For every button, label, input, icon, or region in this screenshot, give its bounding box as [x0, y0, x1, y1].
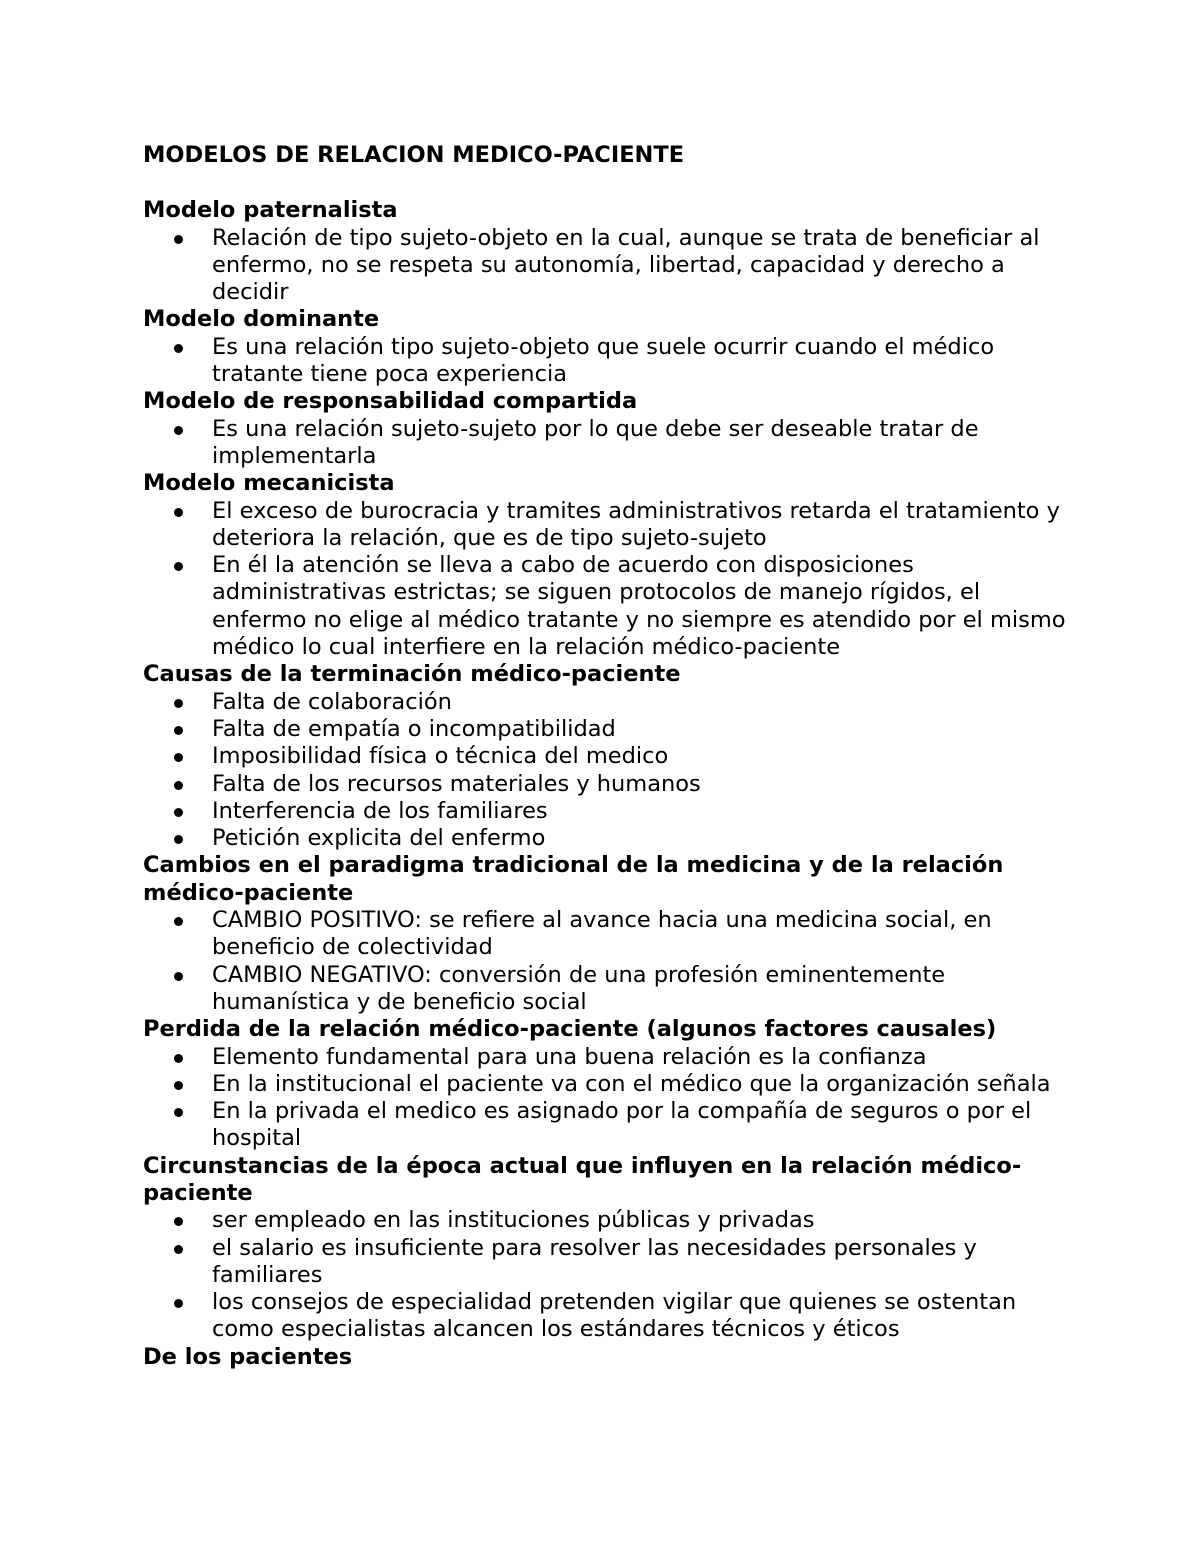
bullet-list [143, 498, 1073, 662]
list-item [143, 1071, 1073, 1098]
list-item [143, 743, 1073, 770]
bullet-icon [174, 835, 183, 844]
list-item-text: Falta de empatía o incompatibilidad [212, 715, 616, 742]
bullet-icon [174, 1081, 183, 1090]
section-heading: Modelo dominante [143, 306, 380, 333]
bullet-list [143, 225, 1073, 307]
bullet-icon [174, 699, 183, 708]
bullet-list [143, 334, 1073, 389]
list-item-text: Elemento fundamental para una buena relación es la confianza [212, 1043, 927, 1070]
list-item-text: Interferencia de los familiares [212, 797, 548, 824]
section [143, 470, 1073, 661]
list-item-text: Falta de colaboración [212, 688, 452, 715]
section-heading: Modelo mecanicista [143, 470, 395, 497]
bullet-list [143, 416, 1073, 471]
list-item [143, 716, 1073, 743]
section [143, 661, 1073, 852]
bullet-icon [174, 726, 183, 735]
bullet-icon [174, 753, 183, 762]
list-item-text: En él la atención se lleva a cabo de acuerdo con disposiciones administrativas estrictas; se siguen protocolos de manejo rígidos, el enfermo no elige al médico tratante y no siempre es atendido por el mismo médico lo cual interfiere en la relación médico-paciente [212, 552, 1066, 661]
list-item-text: Es una relación tipo sujeto-objeto que suele ocurrir cuando el médico tratante tiene poca experiencia [212, 333, 995, 388]
list-item-text: CAMBIO POSITIVO: se refiere al avance hacia una medicina social, en beneficio de colectividad [212, 907, 992, 961]
bullet-icon [174, 562, 183, 571]
bullet-icon [174, 235, 183, 244]
bullet-icon [174, 1217, 183, 1226]
list-item [143, 1235, 1073, 1290]
section-heading: Cambios en el paradigma tradicional de la medicina y de la relación médico-paciente [143, 852, 1004, 906]
bullet-icon [174, 1245, 183, 1254]
bullet-icon [174, 426, 183, 435]
bullet-icon [174, 808, 183, 817]
bullet-icon [174, 1299, 183, 1308]
list-item [143, 1044, 1073, 1071]
list-item [143, 689, 1073, 716]
section [143, 1153, 1073, 1344]
section [143, 197, 1073, 306]
document-page [143, 140, 1073, 1371]
bullet-icon [174, 972, 183, 981]
list-item [143, 552, 1073, 661]
bullet-icon [174, 781, 183, 790]
section [143, 306, 1073, 388]
list-item [143, 825, 1073, 852]
bullet-list [143, 907, 1073, 1016]
list-item [143, 498, 1073, 553]
list-item-text: El exceso de burocracia y tramites administrativos retarda el tratamiento y deteriora la relación, que es de tipo sujeto-sujeto [212, 497, 1060, 551]
list-item-text: Imposibilidad física o técnica del medico [212, 743, 669, 770]
section [143, 852, 1073, 1016]
section [143, 1016, 1073, 1152]
list-item-text: los consejos de especialidad pretenden vigilar que quienes se ostentan como especialistas alcancen los estándares técnicos y éticos [212, 1289, 1017, 1343]
bullet-icon [174, 508, 183, 517]
bullet-icon [174, 344, 183, 353]
bullet-icon [174, 917, 183, 926]
list-item [143, 962, 1073, 1017]
document-title: MODELOS DE RELACION MEDICO-PACIENTE [143, 142, 685, 168]
list-item-text: el salario es insuficiente para resolver las necesidades personales y familiares [212, 1234, 977, 1288]
bullet-list [143, 1044, 1073, 1153]
list-item-text: ser empleado en las instituciones públicas y privadas [212, 1207, 815, 1234]
list-item-text: En la institucional el paciente va con el médico que la organización señala [212, 1070, 1051, 1097]
document-body [143, 197, 1073, 1371]
section [143, 388, 1073, 470]
list-item [143, 798, 1073, 825]
list-item [143, 334, 1073, 389]
list-item-text: Petición explicita del enfermo [212, 825, 546, 852]
bullet-icon [174, 1108, 183, 1117]
list-item-text: En la privada el medico es asignado por la compañía de seguros o por el hospital [212, 1098, 1032, 1152]
list-item-text: Relación de tipo sujeto-objeto en la cual, aunque se trata de beneficiar al enfermo, no se respeta su autonomía, libertad, capacidad y derecho a decidir [212, 224, 1040, 306]
list-item [143, 1098, 1073, 1153]
list-item-text: Falta de los recursos materiales y humanos [212, 770, 701, 797]
list-item-text: Es una relación sujeto-sujeto por lo que debe ser deseable tratar de implementarla [212, 415, 979, 469]
bullet-list [143, 1207, 1073, 1343]
section-heading: Causas de la terminación médico-paciente [143, 661, 681, 688]
section [143, 1344, 1073, 1371]
section-heading: Modelo de responsabilidad compartida [143, 388, 638, 415]
section-heading: Modelo paternalista [143, 197, 398, 224]
list-item [143, 225, 1073, 307]
list-item [143, 771, 1073, 798]
list-item [143, 907, 1073, 962]
section-heading: Circunstancias de la época actual que influyen en la relación médico-paciente [143, 1152, 1022, 1206]
list-item [143, 416, 1073, 471]
bullet-list [143, 689, 1073, 853]
bullet-icon [174, 1054, 183, 1063]
list-item [143, 1289, 1073, 1344]
section-heading: Perdida de la relación médico-paciente (algunos factores causales) [143, 1016, 997, 1043]
list-item [143, 1207, 1073, 1234]
section-heading: De los pacientes [143, 1343, 353, 1370]
list-item-text: CAMBIO NEGATIVO: conversión de una profesión eminentemente humanística y de beneficio social [212, 961, 946, 1015]
